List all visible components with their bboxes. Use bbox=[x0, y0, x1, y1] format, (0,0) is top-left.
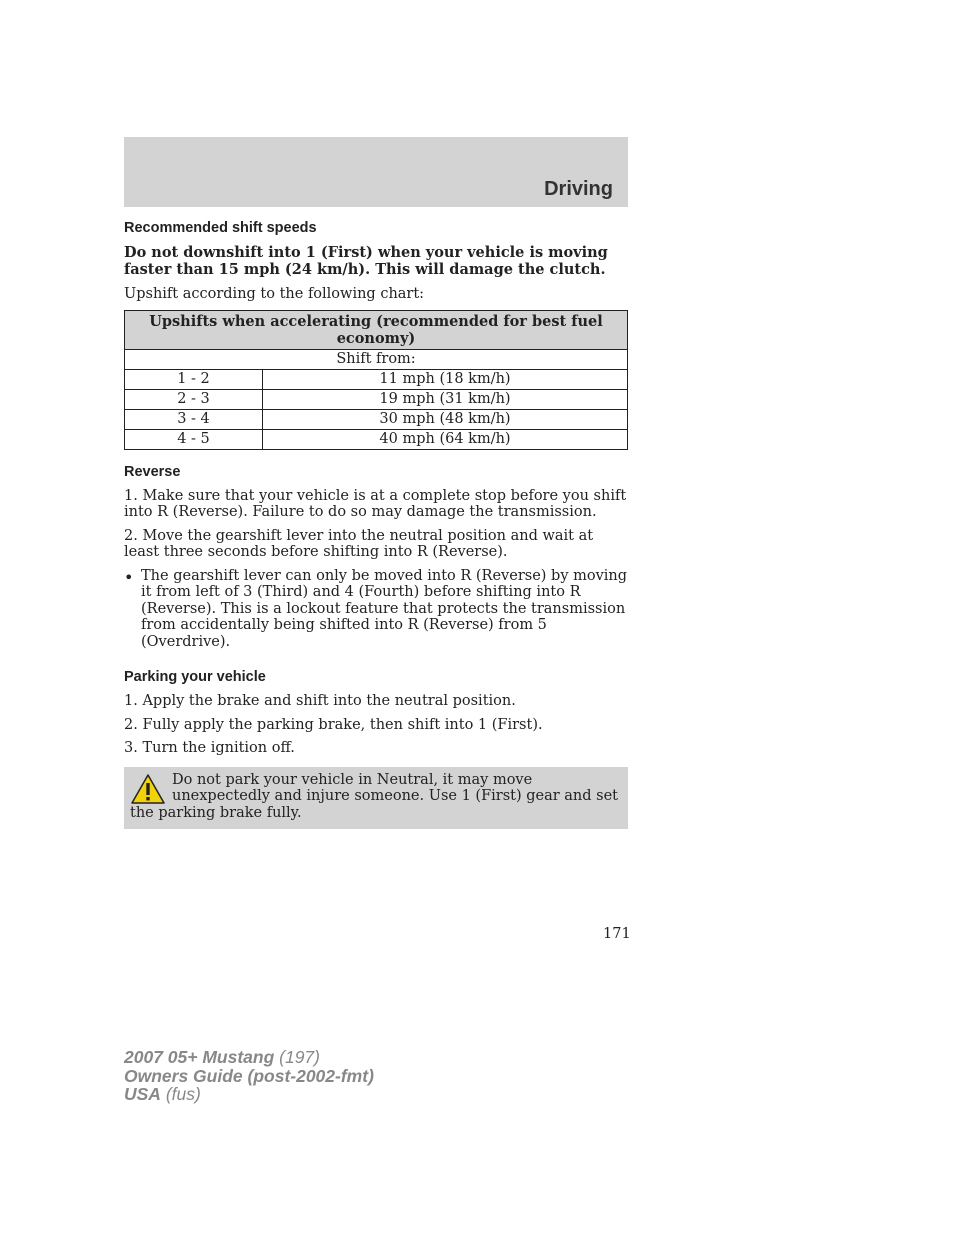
parking-step-2: 2. Fully apply the parking brake, then shift into 1 (First). bbox=[124, 716, 543, 733]
parking-step-3: 3. Turn the ignition off. bbox=[124, 740, 295, 756]
page-content bbox=[124, 220, 628, 829]
footer-model: 2007 05+ Mustang bbox=[124, 1047, 275, 1067]
gear-cell: 2 - 3 bbox=[125, 389, 263, 409]
footer-market-code: (fus) bbox=[160, 1084, 201, 1104]
document-footer bbox=[124, 1048, 374, 1104]
footer-guide: Owners Guide (post-2002-fmt) bbox=[124, 1065, 374, 1086]
reverse-step-1: 1. Make sure that your vehicle is at a complete stop before you shift into R (Reverse). Failure to do so may damage the transmission. bbox=[124, 487, 627, 520]
speed-cell: 19 mph (31 km/h) bbox=[263, 389, 628, 409]
gear-cell: 4 - 5 bbox=[125, 429, 263, 449]
table-title: Upshifts when accelerating (recommended for best fuel economy) bbox=[125, 310, 628, 349]
gear-cell: 1 - 2 bbox=[125, 369, 263, 389]
speed-cell: 11 mph (18 km/h) bbox=[263, 369, 628, 389]
upshift-table bbox=[124, 310, 628, 450]
footer-model-code: (197) bbox=[274, 1047, 320, 1067]
bullet-dot: • bbox=[124, 567, 134, 587]
reverse-bullet bbox=[124, 568, 628, 651]
warning-triangle-icon bbox=[130, 773, 166, 805]
footer-market: USA bbox=[124, 1084, 161, 1104]
table-subheader: Shift from: bbox=[125, 349, 628, 369]
upshift-intro: Upshift according to the following chart: bbox=[124, 286, 425, 302]
parking-warning-box bbox=[124, 767, 628, 830]
reverse-heading: Reverse bbox=[124, 463, 181, 480]
header-band bbox=[124, 137, 628, 207]
speed-cell: 40 mph (64 km/h) bbox=[263, 429, 628, 449]
parking-step-1: 1. Apply the brake and shift into the neutral position. bbox=[124, 693, 516, 709]
gear-cell: 3 - 4 bbox=[125, 409, 263, 429]
downshift-warning: Do not downshift into 1 (First) when your vehicle is moving faster than 15 mph (24 km/h). This will damage the clutch. bbox=[124, 244, 608, 278]
parking-heading: Parking your vehicle bbox=[124, 669, 266, 685]
table-row bbox=[125, 409, 628, 429]
table-row bbox=[125, 429, 628, 449]
shift-speeds-heading: Recommended shift speeds bbox=[124, 220, 317, 236]
reverse-step-2: 2. Move the gearshift lever into the neutral position and wait at least three seconds before shifting into R (Reverse). bbox=[124, 527, 594, 560]
section-title: Driving bbox=[544, 178, 613, 200]
page-number: 171 bbox=[603, 926, 631, 942]
speed-cell: 30 mph (48 km/h) bbox=[263, 409, 628, 429]
parking-warning-text: Do not park your vehicle in Neutral, it may move unexpectedly and injure someone. Use 1 (First) gear and set the parking brake fully. bbox=[130, 771, 619, 821]
table-row bbox=[125, 369, 628, 389]
table-row bbox=[125, 389, 628, 409]
bullet-text: The gearshift lever can only be moved into R (Reverse) by moving it from left of 3 (Third) and 4 (Fourth) before shifting into R (Reverse). This is a lockout feature that protects the transmission from accidentally being shifted into R (Reverse) from 5 (Overdrive). bbox=[141, 567, 628, 650]
